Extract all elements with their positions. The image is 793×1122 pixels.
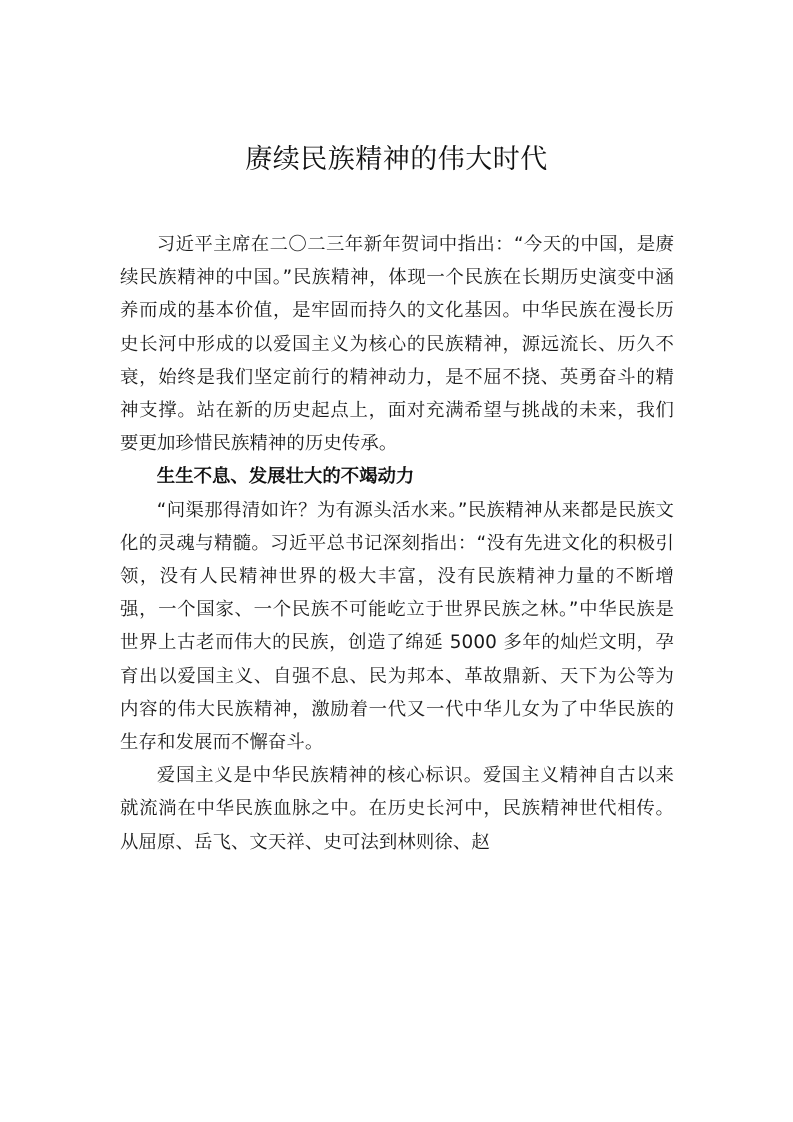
document-title: 赓续民族精神的伟大时代 (245, 144, 548, 175)
section-paragraph-1: “问渠那得清如许？为有源头活水来。”民族精神从来都是民族文化的灵魂与精髓。习近平总书记深刻指出：“没有先进文化的积极引领，没有人民精神世界的极大丰富，没有民族精神力量的不断增强，一个国家、一个民族不可能屹立于世界民族之林。”中华民族是世界上古老而伟大的民族，创造了绵延 5000 多年的灿烂文明，孕育出以爱国主义、自强不息、民为邦本、革故鼎新、天下为公等为内容的伟大民族精神，激励着一代又一代中华儿女为了中华民族的生存和发展而不懈奋斗。 (120, 499, 674, 754)
intro-paragraph: 习近平主席在二〇二三年新年贺词中指出：“今天的中国，是赓续民族精神的中国。”民族精神，体现一个民族在长期历史演变中涵养而成的基本价值，是牢固而持久的文化基因。中华民族在漫长历史长河中形成的以爱国主义为核心的民族精神，源远流长、历久不衰，始终是我们坚定前行的精神动力，是不屈不挠、英勇奋斗的精神支撑。站在新的历史起点上，面对充满希望与挑战的未来，我们要更加珍惜民族精神的历史传承。 (120, 234, 674, 455)
section-paragraph-2: 爱国主义是中华民族精神的核心标识。爱国主义精神自古以来就流淌在中华民族血脉之中。在历史长河中，民族精神世代相传。从屈原、岳飞、文天祥、史可法到林则徐、赵 (120, 765, 674, 853)
document-body (120, 228, 674, 859)
section-heading: 生生不息、发展壮大的不竭动力 (156, 466, 415, 488)
